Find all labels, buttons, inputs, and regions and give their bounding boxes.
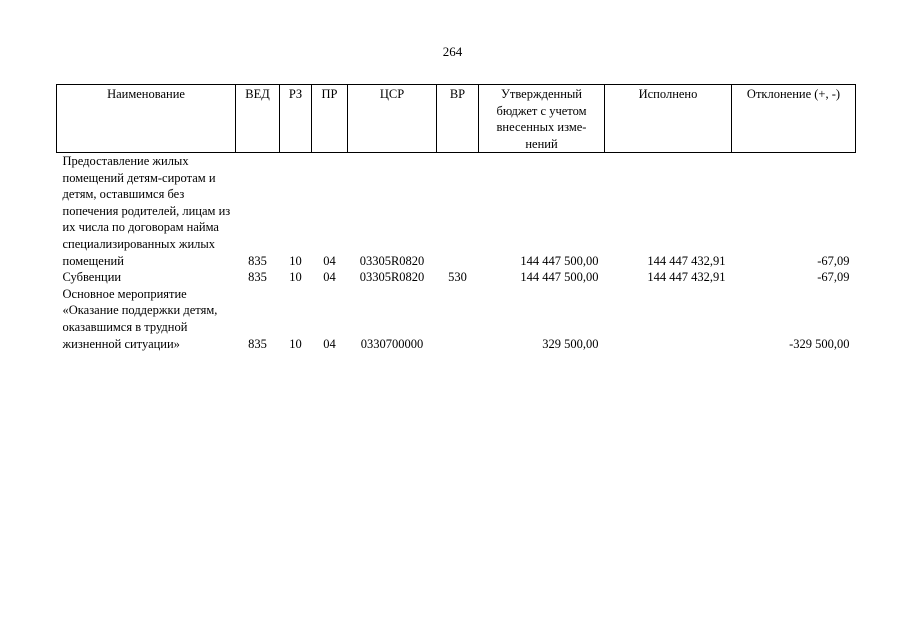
row-ved: 835 bbox=[248, 270, 267, 285]
header-deviation: Отклонение (+, -) bbox=[732, 85, 856, 153]
row-rz: 10 bbox=[289, 270, 302, 285]
row-vr: 530 bbox=[448, 270, 467, 285]
row-csr: 0330700000 bbox=[360, 336, 424, 351]
row-executed bbox=[605, 286, 732, 352]
header-pr: ПР bbox=[312, 85, 348, 153]
row-name: Субвенции bbox=[62, 270, 122, 285]
row-deviation: -67,09 bbox=[817, 270, 850, 285]
row-ved: 835 bbox=[248, 336, 267, 351]
header-executed: Исполнено bbox=[605, 85, 732, 153]
row-pr: 04 bbox=[323, 270, 336, 285]
row-executed: 144 447 432,91 bbox=[647, 270, 726, 285]
header-csr: ЦСР bbox=[348, 85, 437, 153]
row-vr bbox=[437, 153, 479, 270]
row-rz: 10 bbox=[289, 336, 302, 351]
row-ved: 835 bbox=[248, 253, 267, 268]
budget-execution-table bbox=[56, 84, 856, 352]
row-approved: 144 447 500,00 bbox=[520, 253, 599, 268]
row-pr: 04 bbox=[323, 336, 336, 351]
row-deviation: -67,09 bbox=[817, 253, 850, 268]
table-row bbox=[57, 153, 856, 270]
header-approved-budget: Утвержденный бюджет с учетом внесенных изме-нений bbox=[479, 85, 605, 153]
row-csr: 03305R0820 bbox=[359, 270, 425, 285]
page-number: 264 bbox=[442, 44, 463, 59]
header-name: Наименование bbox=[57, 85, 236, 153]
row-approved: 144 447 500,00 bbox=[520, 270, 599, 285]
row-csr: 03305R0820 bbox=[359, 253, 425, 268]
header-ved: ВЕД bbox=[236, 85, 280, 153]
row-pr: 04 bbox=[323, 253, 336, 268]
table-row bbox=[57, 269, 856, 286]
table-row bbox=[57, 286, 856, 352]
row-approved: 329 500,00 bbox=[542, 336, 599, 351]
table-header-row bbox=[57, 85, 856, 153]
row-name: Основное мероприятие «Оказание поддержки детям, оказавшимся в трудной жизненной ситуации» bbox=[62, 286, 218, 351]
header-rz: РЗ bbox=[280, 85, 312, 153]
row-deviation: -329 500,00 bbox=[789, 336, 850, 351]
row-rz: 10 bbox=[289, 253, 302, 268]
row-executed: 144 447 432,91 bbox=[647, 253, 726, 268]
row-name: Предоставление жилых помещений детям-сиротам и детям, оставшимся без попечения родителей, лицам из их числа по договорам найма специализированных жилых помещений bbox=[62, 154, 231, 268]
header-vr: ВР bbox=[437, 85, 479, 153]
row-vr bbox=[437, 286, 479, 352]
